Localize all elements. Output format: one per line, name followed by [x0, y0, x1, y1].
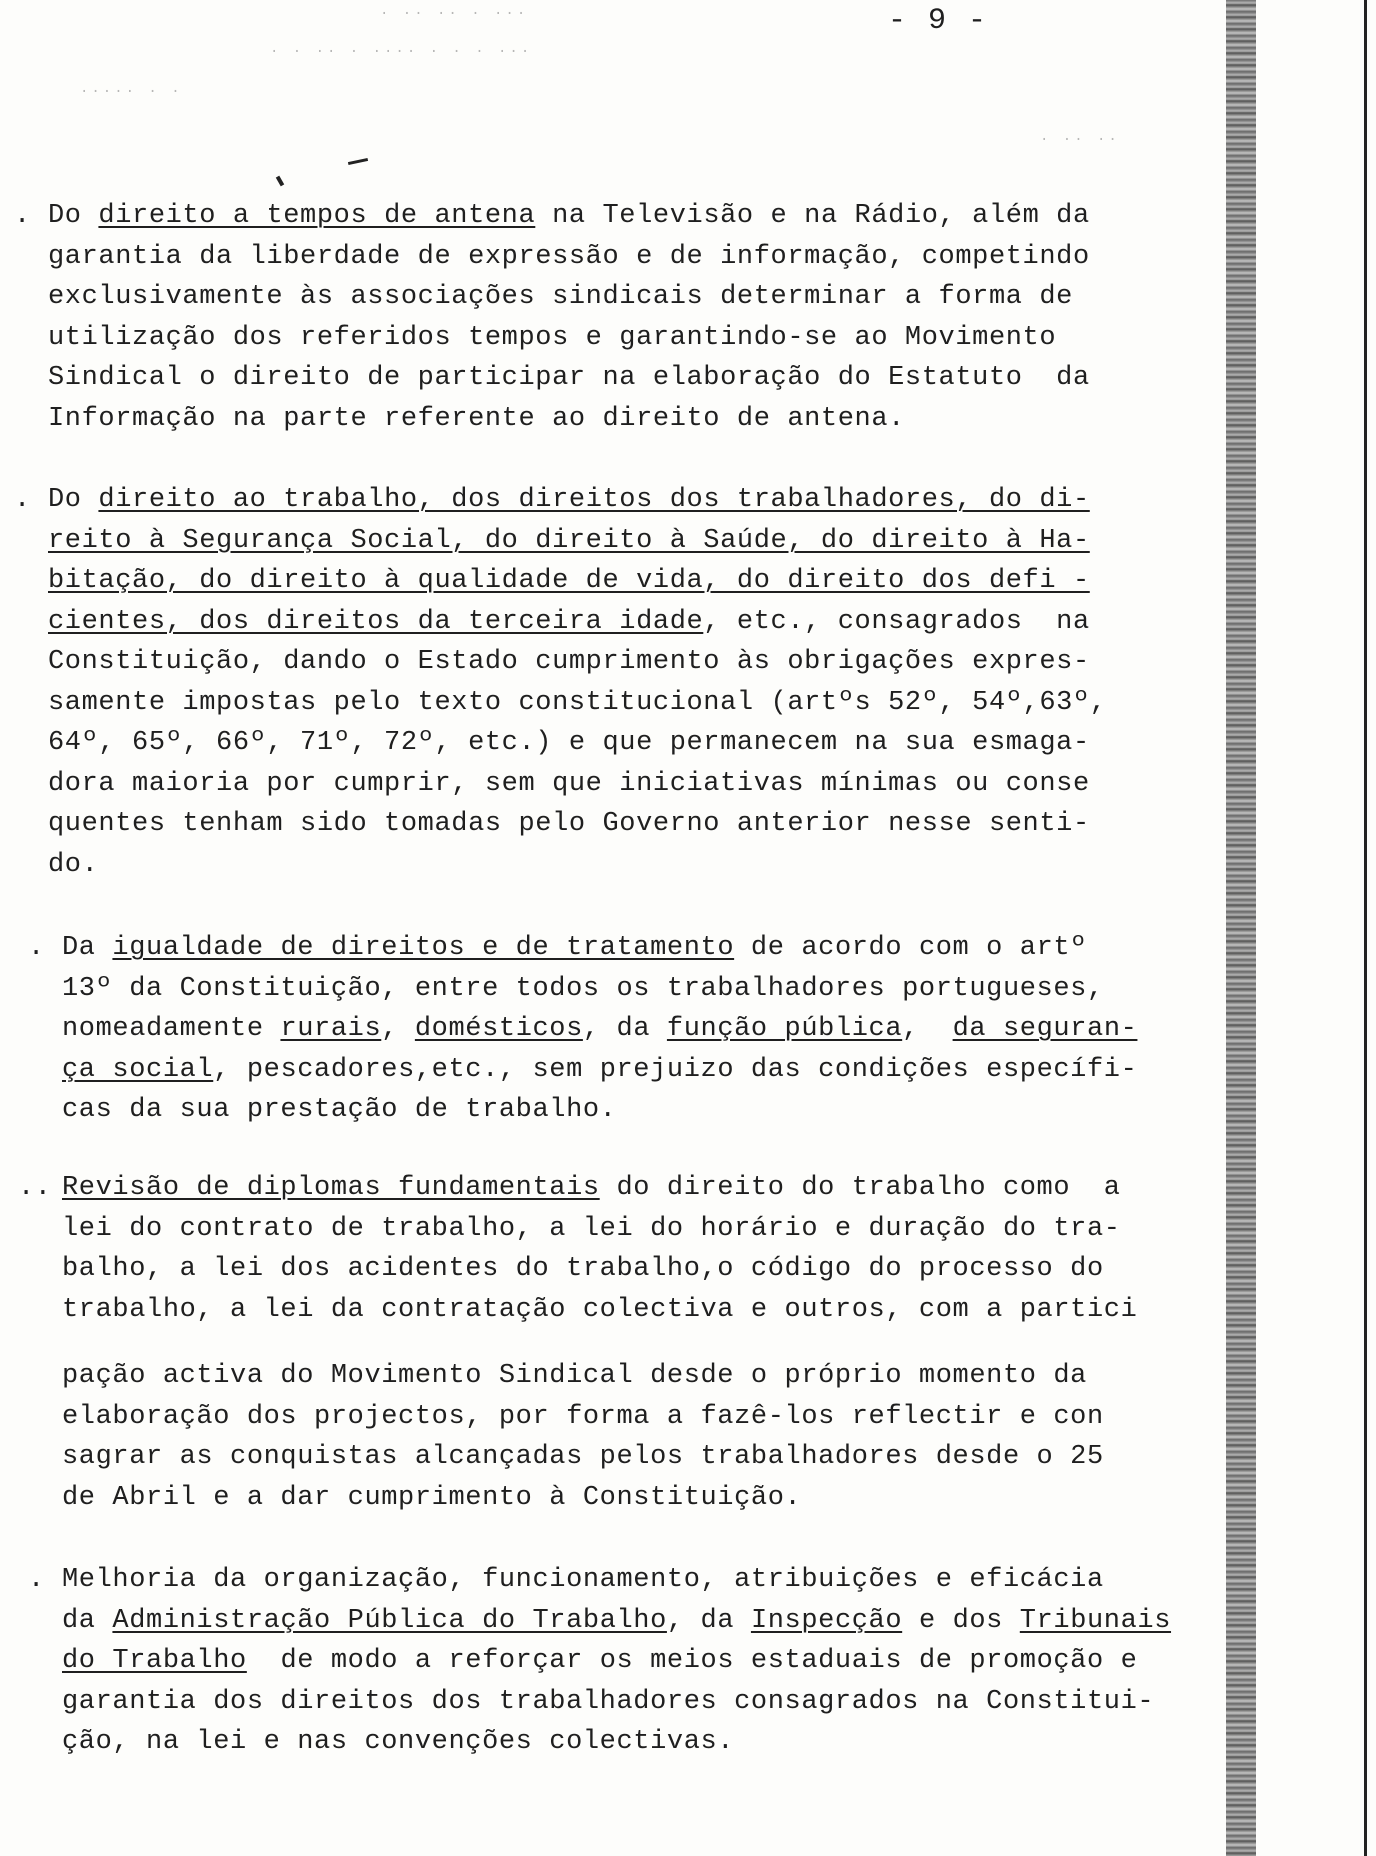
- text-segment: quentes tenham sido tomadas pelo Governo anterior nesse senti-: [48, 809, 1090, 839]
- text-line: [62, 1641, 1171, 1682]
- binding-edge-line: [1364, 0, 1367, 1856]
- text-segment: de acordo com o artº: [734, 933, 1087, 963]
- text-segment: dora maioria por cumprir, sem que iniciativas mínimas ou conse: [48, 768, 1090, 799]
- text-segment: ção, na lei e nas convenções colectivas.: [62, 1727, 735, 1757]
- text-line: [48, 845, 1107, 886]
- underlined-text: domésticos: [414, 1014, 583, 1044]
- text-segment: garantia da liberdade de expressão e de informação, competindo: [48, 241, 1090, 272]
- underlined-text: bitação, do direito à qualidade de vida, do direito dos defi -: [48, 566, 1090, 596]
- paragraph-melhoria-organizacao: [28, 1560, 1172, 1763]
- text-line: [48, 318, 1090, 359]
- text-line: [62, 1397, 1104, 1438]
- underlined-text: reito à Segurança Social, do direito à Saúde, do direito à Ha-: [48, 525, 1090, 556]
- bullet-marker: .: [28, 933, 45, 963]
- text-segment: utilização dos referidos tempos e garantindo-se ao Movimento: [48, 322, 1057, 353]
- bullet-marker: .: [14, 485, 31, 515]
- text-line: [48, 642, 1107, 683]
- text-segment: ,: [381, 1014, 415, 1044]
- text-line: [62, 1009, 1137, 1050]
- text-segment: de modo a reforçar os meios estaduais de promoção e: [246, 1646, 1138, 1676]
- text-line: [48, 602, 1107, 643]
- text-line: [62, 969, 1137, 1010]
- text-line: [48, 683, 1107, 724]
- text-segment: Melhoria da organização, funcionamento, atribuições e eficácia: [62, 1565, 1104, 1595]
- page-number: - 9 -: [888, 4, 989, 38]
- text-segment: , da: [666, 1605, 751, 1636]
- text-segment: garantia dos direitos dos trabalhadores consagrados na Constitui-: [62, 1686, 1155, 1717]
- paragraph-igualdade-direitos: [28, 928, 1138, 1131]
- text-segment: cas da sua prestação de trabalho.: [62, 1095, 617, 1125]
- scan-noise-left: ····· · ·: [80, 84, 183, 100]
- paragraph-direito-antena: [14, 196, 1090, 439]
- text-segment: e dos: [902, 1605, 1020, 1636]
- underlined-text: direito ao trabalho, dos direitos dos trabalhadores, do di-: [98, 485, 1090, 515]
- text-segment: na Televisão e na Rádio, além da: [535, 201, 1090, 231]
- binding-edge: [1226, 0, 1256, 1856]
- text-segment: balho, a lei dos acidentes do trabalho,o código do processo do: [62, 1254, 1104, 1284]
- scan-noise-right: · ·· ··: [1040, 132, 1120, 148]
- scan-noise-top-2: · · ·· · ···· · · · ···: [270, 44, 533, 60]
- underlined-text: função pública: [666, 1014, 903, 1044]
- text-line: [48, 561, 1107, 602]
- text-line: [48, 358, 1090, 399]
- paragraph-revisao-diplomas: [18, 1168, 1138, 1330]
- text-segment: exclusivamente às associações sindicais determinar a forma de: [48, 282, 1073, 312]
- underlined-text: do Trabalho: [62, 1646, 247, 1676]
- text-line: [62, 1090, 1137, 1131]
- text-segment: pação activa do Movimento Sindical desde o próprio momento da: [62, 1361, 1087, 1391]
- bullet-marker: .: [14, 201, 31, 231]
- text-segment: 13º da Constituição, entre todos os trabalhadores portugueses,: [62, 973, 1104, 1004]
- text-segment: Informação na parte referente ao direito de antena.: [48, 403, 905, 434]
- text-line: [62, 1722, 1171, 1763]
- text-line: [48, 277, 1090, 318]
- text-line: [48, 196, 1090, 237]
- text-line: [62, 1682, 1171, 1723]
- bullet-marker: .: [28, 1565, 45, 1595]
- text-segment: de Abril e a dar cumprimento à Constituição.: [62, 1482, 802, 1513]
- underlined-text: Tribunais: [1019, 1605, 1172, 1636]
- text-line: [62, 1168, 1137, 1209]
- text-line: [48, 237, 1090, 278]
- bullet-marker: ..: [18, 1173, 52, 1203]
- underlined-text: Inspecção: [750, 1605, 903, 1636]
- text-line: [62, 1356, 1104, 1397]
- text-line: [62, 1478, 1104, 1519]
- text-segment: sagrar as conquistas alcançadas pelos trabalhadores desde o 25: [62, 1442, 1104, 1472]
- text-line: [62, 1601, 1171, 1642]
- text-line: [48, 480, 1107, 521]
- underlined-text: Administração Pública do Trabalho: [112, 1605, 667, 1636]
- scan-mark-dash: [348, 158, 368, 165]
- paragraph-revisao-diplomas-cont: [62, 1356, 1104, 1518]
- text-line: [62, 1209, 1137, 1250]
- text-segment: ,: [902, 1014, 953, 1044]
- text-segment: elaboração dos projectos, por forma a fazê-los reflectir e con: [62, 1401, 1104, 1432]
- text-line: [62, 1560, 1171, 1601]
- text-segment: samente impostas pelo texto constitucional (artºs 52º, 54º,63º,: [48, 687, 1107, 718]
- underlined-text: igualdade de direitos e de tratamento: [112, 933, 735, 963]
- text-segment: do direito do trabalho como a: [599, 1173, 1121, 1203]
- text-segment: nomeadamente: [62, 1014, 281, 1044]
- text-segment: , etc., consagrados na: [703, 606, 1090, 637]
- paragraph-direito-trabalho: [14, 480, 1107, 885]
- scan-mark-dot: [276, 176, 284, 187]
- text-segment: Do: [48, 485, 99, 515]
- text-line: [48, 804, 1107, 845]
- underlined-text: cientes, dos direitos da terceira idade: [48, 606, 704, 637]
- text-line: [48, 764, 1107, 805]
- text-line: [48, 399, 1090, 440]
- scan-noise-top: · ·· ·· · ···: [380, 6, 529, 22]
- text-line: [62, 1249, 1137, 1290]
- text-segment: Do: [48, 201, 99, 231]
- text-segment: trabalho, a lei da contratação colectiva e outros, com a partici: [62, 1294, 1138, 1325]
- text-line: [62, 1290, 1137, 1331]
- underlined-text: rurais: [280, 1014, 382, 1044]
- text-segment: , da: [582, 1014, 667, 1044]
- text-line: [62, 1050, 1137, 1091]
- text-line: [62, 1437, 1104, 1478]
- text-segment: Sindical o direito de participar na elaboração do Estatuto da: [48, 363, 1090, 393]
- text-segment: , pescadores,etc., sem prejuizo das condições específi-: [213, 1054, 1138, 1085]
- text-segment: da: [62, 1605, 113, 1636]
- text-segment: 64º, 65º, 66º, 71º, 72º, etc.) e que permanecem na sua esmaga-: [48, 728, 1090, 758]
- text-segment: Constituição, dando o Estado cumprimento às obrigações expres-: [48, 647, 1090, 677]
- underlined-text: direito a tempos de antena: [98, 201, 536, 231]
- underlined-text: Revisão de diplomas fundamentais: [62, 1173, 600, 1203]
- text-line: [62, 928, 1137, 969]
- text-line: [48, 723, 1107, 764]
- text-segment: lei do contrato de trabalho, a lei do horário e duração do tra-: [62, 1213, 1121, 1244]
- text-segment: Da: [62, 933, 113, 963]
- text-line: [48, 521, 1107, 562]
- underlined-text: da seguran-: [952, 1014, 1138, 1044]
- underlined-text: ça social: [62, 1054, 214, 1085]
- text-segment: do.: [48, 849, 99, 880]
